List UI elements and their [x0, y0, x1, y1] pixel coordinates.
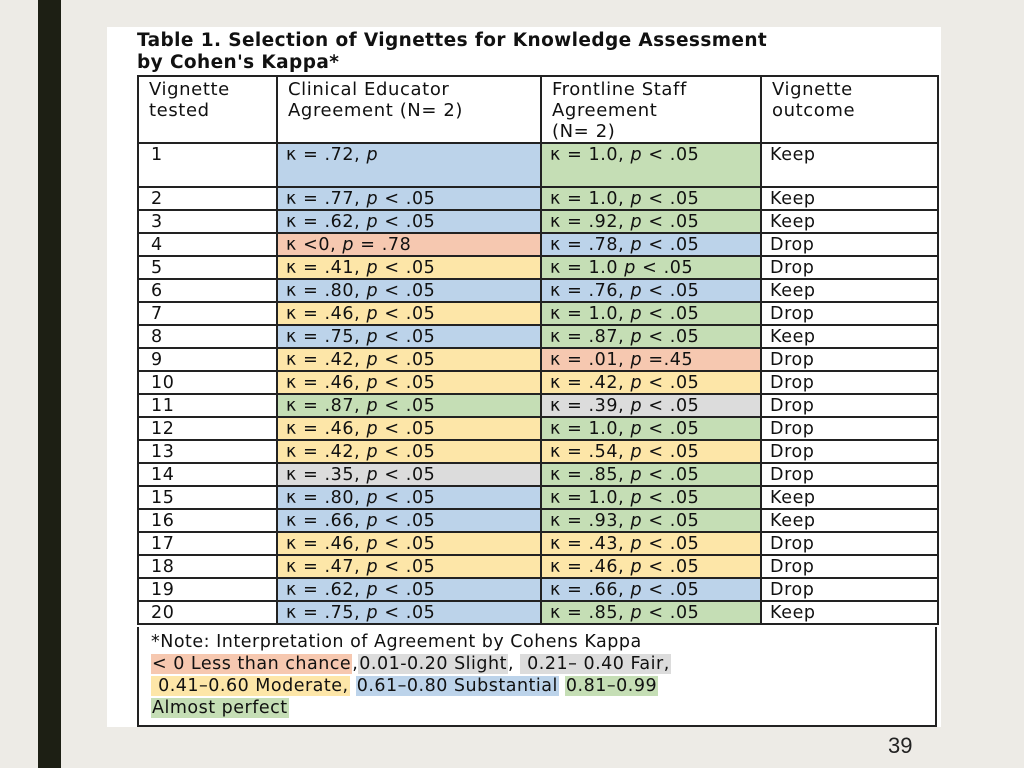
- vignette-number: 16: [138, 509, 277, 532]
- p-symbol: p: [366, 580, 379, 600]
- kappa-value: κ = .46,: [286, 534, 367, 554]
- frontline-staff-cell: [541, 325, 761, 348]
- frontline-staff-cell: [541, 394, 761, 417]
- p-value: < .05: [642, 304, 700, 324]
- vignette-outcome: Keep: [761, 143, 938, 187]
- vignette-number: 13: [138, 440, 277, 463]
- p-symbol: p: [366, 396, 379, 416]
- header-text: Vignette: [149, 79, 230, 100]
- p-symbol: p: [630, 488, 643, 508]
- header-text: Agreement (N= 2): [288, 100, 464, 121]
- header-text: Vignette: [772, 79, 853, 100]
- p-value: < .05: [642, 511, 700, 531]
- kappa-value: κ = .46,: [286, 373, 367, 393]
- frontline-staff-cell: [541, 555, 761, 578]
- clinical-educator-cell: [277, 486, 541, 509]
- kappa-value: κ = .87,: [550, 327, 631, 347]
- p-value: < .05: [636, 258, 694, 278]
- p-symbol: p: [630, 580, 643, 600]
- kappa-value: κ = .85,: [550, 465, 631, 485]
- kappa-value: κ = .75,: [286, 327, 367, 347]
- p-value: < .05: [378, 534, 436, 554]
- vignette-number: 8: [138, 325, 277, 348]
- table-row: [138, 187, 938, 210]
- note-line-4: [151, 697, 935, 719]
- header-vignette-outcome: [761, 76, 938, 143]
- kappa-value: κ = .47,: [286, 557, 367, 577]
- vignette-outcome: Drop: [761, 233, 938, 256]
- p-value: < .05: [378, 580, 436, 600]
- vignette-number: 9: [138, 348, 277, 371]
- kappa-value: κ = 1.0,: [550, 419, 631, 439]
- clinical-educator-cell: [277, 417, 541, 440]
- header-clinical-educator: [277, 76, 541, 143]
- kappa-value: κ = 1.0,: [550, 488, 631, 508]
- caption-line-1: Table 1. Selection of Vignettes for Knowledge Assessment: [137, 30, 768, 51]
- clinical-educator-cell: [277, 348, 541, 371]
- header-text: outcome: [772, 100, 856, 121]
- clinical-educator-cell: [277, 187, 541, 210]
- header-vignette-tested: [138, 76, 277, 143]
- p-symbol: p: [630, 327, 643, 347]
- p-value: < .05: [642, 534, 700, 554]
- table-row: [138, 509, 938, 532]
- p-symbol: p: [366, 304, 379, 324]
- p-value: < .05: [378, 396, 436, 416]
- vignette-number: 11: [138, 394, 277, 417]
- p-value: < .05: [642, 281, 700, 301]
- p-value: < .05: [642, 603, 700, 623]
- p-value: = .78: [354, 235, 412, 255]
- legend-slight: 0.01-0.20 Slight: [359, 654, 507, 674]
- p-symbol: p: [630, 281, 643, 301]
- table-row: [138, 532, 938, 555]
- kappa-value: κ = .77,: [286, 189, 367, 209]
- p-value: < .05: [642, 442, 700, 462]
- kappa-value: κ <0,: [286, 235, 343, 255]
- frontline-staff-cell: [541, 143, 761, 187]
- vignette-number: 20: [138, 601, 277, 624]
- clinical-educator-cell: [277, 555, 541, 578]
- note-title: *Note: Interpretation of Agreement by Cohens Kappa: [151, 632, 642, 652]
- vignette-outcome: Keep: [761, 509, 938, 532]
- frontline-staff-cell: [541, 509, 761, 532]
- frontline-staff-cell: [541, 348, 761, 371]
- p-value: < .05: [378, 419, 436, 439]
- vignette-outcome: Keep: [761, 601, 938, 624]
- clinical-educator-cell: [277, 279, 541, 302]
- header-frontline-staff: [541, 76, 761, 143]
- table-row: [138, 233, 938, 256]
- frontline-staff-cell: [541, 279, 761, 302]
- caption-line-2: by Cohen's Kappa*: [137, 52, 340, 73]
- legend-moderate: 0.41–0.60 Moderate,: [152, 676, 349, 696]
- vignette-number: 3: [138, 210, 277, 233]
- p-value: < .05: [378, 488, 436, 508]
- p-value: < .05: [378, 442, 436, 462]
- kappa-value: κ = .76,: [550, 281, 631, 301]
- kappa-value: κ = .62,: [286, 580, 367, 600]
- p-value: < .05: [642, 327, 700, 347]
- p-symbol: p: [630, 212, 643, 232]
- p-value: < .05: [642, 580, 700, 600]
- p-symbol: p: [630, 350, 643, 370]
- note-line-2: [151, 653, 935, 675]
- table-row: [138, 417, 938, 440]
- kappa-value: κ = .75,: [286, 603, 367, 623]
- note-line-3: [151, 675, 935, 697]
- p-symbol: p: [630, 511, 643, 531]
- p-symbol: p: [366, 419, 379, 439]
- slide-accent-bar: [38, 0, 61, 768]
- p-symbol: p: [366, 442, 379, 462]
- p-value: < .05: [642, 212, 700, 232]
- kappa-value: κ = .42,: [286, 350, 367, 370]
- p-value: < .05: [642, 189, 700, 209]
- clinical-educator-cell: [277, 210, 541, 233]
- kappa-value: κ = .39,: [550, 396, 631, 416]
- vignette-number: 5: [138, 256, 277, 279]
- p-value: < .05: [378, 511, 436, 531]
- p-value: < .05: [642, 419, 700, 439]
- table-row: [138, 601, 938, 624]
- vignette-number: 4: [138, 233, 277, 256]
- clinical-educator-cell: [277, 440, 541, 463]
- table-row: [138, 302, 938, 325]
- p-symbol: p: [342, 235, 355, 255]
- p-value: < .05: [642, 488, 700, 508]
- kappa-value: κ = .41,: [286, 258, 367, 278]
- vignette-outcome: Drop: [761, 256, 938, 279]
- vignette-outcome: Drop: [761, 348, 938, 371]
- frontline-staff-cell: [541, 578, 761, 601]
- vignette-outcome: Drop: [761, 463, 938, 486]
- kappa-value: κ = .42,: [286, 442, 367, 462]
- p-value: < .05: [642, 373, 700, 393]
- p-value: < .05: [642, 557, 700, 577]
- legend-almost-perfect: Almost perfect: [152, 698, 288, 718]
- table-row: [138, 463, 938, 486]
- kappa-value: κ = .66,: [550, 580, 631, 600]
- p-value: < .05: [378, 603, 436, 623]
- clinical-educator-cell: [277, 143, 541, 187]
- vignette-outcome: Drop: [761, 555, 938, 578]
- table-image: [107, 27, 941, 727]
- p-symbol: p: [366, 511, 379, 531]
- legend-almost-perfect-range: 0.81–0.99: [565, 676, 658, 696]
- p-symbol: p: [366, 373, 379, 393]
- vignette-outcome: Drop: [761, 371, 938, 394]
- legend-separator: ,: [352, 654, 359, 674]
- kappa-value: κ = .46,: [286, 304, 367, 324]
- frontline-staff-cell: [541, 440, 761, 463]
- clinical-educator-cell: [277, 509, 541, 532]
- kappa-value: κ = .93,: [550, 511, 631, 531]
- p-symbol: p: [630, 373, 643, 393]
- table-row: [138, 279, 938, 302]
- legend-separator: [350, 676, 356, 696]
- kappa-value: κ = .78,: [550, 235, 631, 255]
- kappa-value: κ = .72,: [286, 145, 367, 165]
- p-symbol: p: [624, 258, 637, 278]
- legend-substantial: 0.61–0.80 Substantial: [356, 676, 558, 696]
- table-row: [138, 325, 938, 348]
- kappa-value: κ = .85,: [550, 603, 631, 623]
- vignette-outcome: Keep: [761, 210, 938, 233]
- vignette-number: 19: [138, 578, 277, 601]
- vignette-number: 14: [138, 463, 277, 486]
- table-row: [138, 210, 938, 233]
- p-symbol: p: [366, 488, 379, 508]
- p-symbol: p: [366, 281, 379, 301]
- header-text: Clinical Educator: [288, 79, 450, 100]
- header-text: (N= 2): [552, 121, 616, 142]
- frontline-staff-cell: [541, 371, 761, 394]
- header-text: Frontline Staff: [552, 79, 687, 100]
- frontline-staff-cell: [541, 210, 761, 233]
- vignette-number: 1: [138, 143, 277, 187]
- page-number: 39: [888, 733, 913, 758]
- vignette-number: 7: [138, 302, 277, 325]
- vignette-outcome: Drop: [761, 440, 938, 463]
- kappa-value: κ = 1.0,: [550, 304, 631, 324]
- kappa-value: κ = .43,: [550, 534, 631, 554]
- p-symbol: p: [630, 465, 643, 485]
- p-value: < .05: [378, 373, 436, 393]
- clinical-educator-cell: [277, 256, 541, 279]
- kappa-value: κ = .54,: [550, 442, 631, 462]
- kappa-value: κ = 1.0: [550, 258, 625, 278]
- frontline-staff-cell: [541, 302, 761, 325]
- kappa-value: κ = .01,: [550, 350, 631, 370]
- table-row: [138, 578, 938, 601]
- p-symbol: p: [630, 145, 643, 165]
- table-row: [138, 371, 938, 394]
- kappa-value: κ = .66,: [286, 511, 367, 531]
- p-symbol: p: [366, 603, 379, 623]
- vignette-number: 2: [138, 187, 277, 210]
- p-value: < .05: [642, 145, 700, 165]
- frontline-staff-cell: [541, 532, 761, 555]
- p-value: < .05: [378, 350, 436, 370]
- vignette-outcome: Keep: [761, 187, 938, 210]
- p-symbol: p: [366, 557, 379, 577]
- p-value: < .05: [378, 189, 436, 209]
- p-symbol: p: [630, 557, 643, 577]
- table-note: [137, 627, 937, 727]
- vignette-outcome: Keep: [761, 486, 938, 509]
- legend-separator: ,: [507, 654, 521, 674]
- vignette-outcome: Drop: [761, 532, 938, 555]
- p-symbol: p: [630, 534, 643, 554]
- table-row: [138, 555, 938, 578]
- vignette-number: 15: [138, 486, 277, 509]
- p-symbol: p: [366, 350, 379, 370]
- p-symbol: p: [366, 258, 379, 278]
- p-value: < .05: [378, 465, 436, 485]
- vignette-outcome: Drop: [761, 578, 938, 601]
- clinical-educator-cell: [277, 371, 541, 394]
- p-value: < .05: [378, 327, 436, 347]
- header-row: [138, 76, 938, 143]
- frontline-staff-cell: [541, 233, 761, 256]
- p-value: < .05: [642, 235, 700, 255]
- kappa-value: κ = 1.0,: [550, 189, 631, 209]
- vignette-outcome: Drop: [761, 417, 938, 440]
- p-symbol: p: [366, 534, 379, 554]
- p-symbol: p: [366, 212, 379, 232]
- kappa-table: [137, 75, 939, 625]
- p-symbol: p: [630, 603, 643, 623]
- clinical-educator-cell: [277, 532, 541, 555]
- vignette-number: 18: [138, 555, 277, 578]
- p-symbol: p: [630, 235, 643, 255]
- vignette-outcome: Keep: [761, 279, 938, 302]
- p-symbol: p: [630, 189, 643, 209]
- clinical-educator-cell: [277, 463, 541, 486]
- table-row: [138, 256, 938, 279]
- clinical-educator-cell: [277, 325, 541, 348]
- vignette-outcome: Keep: [761, 325, 938, 348]
- p-symbol: p: [630, 419, 643, 439]
- vignette-number: 17: [138, 532, 277, 555]
- vignette-number: 6: [138, 279, 277, 302]
- kappa-value: κ = .80,: [286, 488, 367, 508]
- p-value: < .05: [378, 281, 436, 301]
- vignette-outcome: Drop: [761, 302, 938, 325]
- clinical-educator-cell: [277, 394, 541, 417]
- p-symbol: p: [630, 304, 643, 324]
- kappa-value: κ = .80,: [286, 281, 367, 301]
- legend-less-than-chance: < 0 Less than chance: [152, 654, 352, 674]
- frontline-staff-cell: [541, 463, 761, 486]
- p-value: < .05: [378, 304, 436, 324]
- table-row: [138, 394, 938, 417]
- frontline-staff-cell: [541, 187, 761, 210]
- frontline-staff-cell: [541, 256, 761, 279]
- p-symbol: p: [630, 442, 643, 462]
- p-value: < .05: [378, 258, 436, 278]
- clinical-educator-cell: [277, 601, 541, 624]
- clinical-educator-cell: [277, 578, 541, 601]
- header-text: tested: [149, 100, 210, 121]
- kappa-value: κ = .35,: [286, 465, 367, 485]
- table-row: [138, 486, 938, 509]
- p-value: =.45: [642, 350, 694, 370]
- legend-separator: [559, 676, 565, 696]
- kappa-value: κ = .87,: [286, 396, 367, 416]
- kappa-value: κ = .46,: [550, 557, 631, 577]
- table-row: [138, 143, 938, 187]
- table-caption: [137, 30, 767, 74]
- frontline-staff-cell: [541, 417, 761, 440]
- p-value: < .05: [378, 212, 436, 232]
- p-symbol: p: [366, 145, 379, 165]
- vignette-number: 12: [138, 417, 277, 440]
- table-row: [138, 348, 938, 371]
- p-value: < .05: [642, 465, 700, 485]
- p-value: < .05: [378, 557, 436, 577]
- p-value: < .05: [642, 396, 700, 416]
- kappa-value: κ = 1.0,: [550, 145, 631, 165]
- kappa-value: κ = .42,: [550, 373, 631, 393]
- vignette-number: 10: [138, 371, 277, 394]
- frontline-staff-cell: [541, 486, 761, 509]
- p-symbol: p: [630, 396, 643, 416]
- p-symbol: p: [366, 465, 379, 485]
- vignette-outcome: Drop: [761, 394, 938, 417]
- frontline-staff-cell: [541, 601, 761, 624]
- kappa-value: κ = .92,: [550, 212, 631, 232]
- p-symbol: p: [366, 327, 379, 347]
- clinical-educator-cell: [277, 302, 541, 325]
- table-row: [138, 440, 938, 463]
- kappa-value: κ = .62,: [286, 212, 367, 232]
- legend-fair: 0.21– 0.40 Fair,: [521, 654, 670, 674]
- header-text: Agreement: [552, 100, 658, 121]
- kappa-value: κ = .46,: [286, 419, 367, 439]
- p-symbol: p: [366, 189, 379, 209]
- clinical-educator-cell: [277, 233, 541, 256]
